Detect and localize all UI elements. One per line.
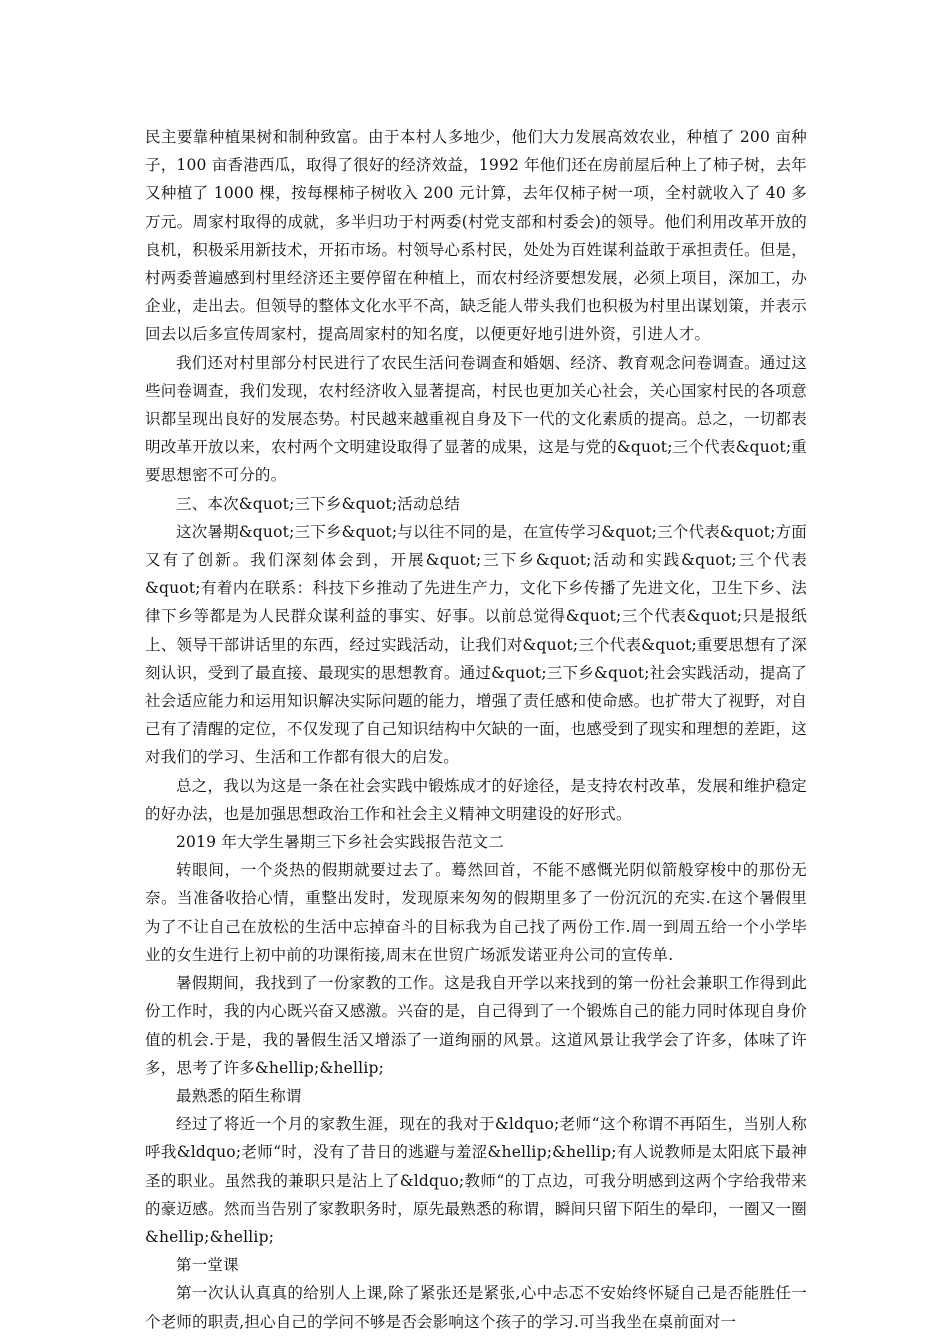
body-paragraph-3: 这次暑期&quot;三下乡&quot;与以往不同的是，在宣传学习&quot;三个代表&quot;方面又有了创新。我们深刻体会到，开展&quot;三下乡&quot;活动和实践&quot;三个代表&quot;有着内在联系：科技下乡推动了先进生产力，文化下乡传播了先进文化，卫生下乡、法律下乡等都是为人民群众谋利益的事实、好事。以前总觉得&quot;三个代表&quot;只是报纸上、领导干部讲话里的东西，经过实践活动，让我们对&quot;三个代表&quot;重要思想有了深刻认识，受到了最直接、最现实的思想教育。通过&quot;三下乡&quot;社会实践活动，提高了社会适应能力和运用知识解决实际问题的能力，增强了责任感和使命感。也扩带大了视野，对自己有了清醒的定位，不仅发现了自己知识结构中欠缺的一面，也感受到了现实和理想的差距，这对我们的学习、生活和工作都有很大的启发。: [145, 522, 807, 767]
section-heading-summary: 三、本次&quot;三下乡&quot;活动总结: [176, 494, 461, 513]
body-paragraph-6: 暑假期间，我找到了一份家教的工作。这是我自开学以来找到的第一份社会兼职工作得到此份工作时，我的内心既兴奋又感激。兴奋的是，自己得到了一个锻炼自己的能力同时体现自身价值的机会.于是，我的暑假生活又增添了一道绚丽的风景。这道风景让我学会了许多，体味了许多，思考了许多&hellip;&hellip;: [145, 974, 807, 1077]
body-paragraph-1: 民主要靠种植果树和制种致富。由于本村人多地少，他们大力发展高效农业，种植了 200 亩种子，100 亩香港西瓜，取得了很好的经济效益，1992 年他们还在房前屋后种上了柿子树，去年又种植了 1000 棵，按每棵柿子树收入 200 元计算，去年仅柿子树一项，全村就收入了 40 多万元。周家村取得的成就，多半归功于村两委(村党支部和村委会)的领导。他们利用改革开放的良机，积极采用新技术，开拓市场。村领导心系村民，处处为百姓谋利益敢于承担责任。但是，村两委普遍感到村里经济还主要停留在种植上，而农村经济要想发展，必须上项目，深加工，办企业，走出去。但领导的整体文化水平不高，缺乏能人带头我们也积极为村里出谋划策，并表示回去以后多宣传周家村，提高周家村的知名度，以便更好地引进外资，引进人才。: [145, 128, 807, 344]
body-paragraph-4: 总之，我以为这是一条在社会实践中锻炼成才的好途径，是支持农村改革，发展和维护稳定的好办法，也是加强思想政治工作和社会主义精神文明建设的好形式。: [145, 776, 807, 823]
body-paragraph-2: 我们还对村里部分村民进行了农民生活问卷调查和婚姻、经济、教育观念问卷调查。通过这些问卷调查，我们发现，农村经济收入显著提高，村民也更加关心社会，关心国家村民的各项意识都呈现出良好的发展态势。村民越来越重视自身及下一代的文化素质的提高。总之，一切都表明改革开放以来，农村两个文明建设取得了显著的成果，这是与党的&quot;三个代表&quot;重要思想密不可分的。: [145, 353, 807, 485]
body-paragraph-7: 经过了将近一个月的家教生涯，现在的我对于&ldquo;老师“这个称谓不再陌生，当别人称呼我&ldquo;老师“时，没有了昔日的逃避与羞涩&hellip;&hellip;有人说教师是太阳底下最神圣的职业。虽然我的兼职只是沾上了&ldquo;教师“的丁点边，可我分明感到这两个字给我带来的豪迈感。然而当告别了家教职务时，原先最熟悉的称谓，瞬间只留下陌生的晕印，一圈又一圈&hellip;&hellip;: [145, 1115, 807, 1246]
document-body: [145, 123, 807, 1336]
body-paragraph-8: 第一次认认真真的给别人上课,除了紧张还是紧张,心中忐忑不安始终怀疑自己是否能胜任一个老师的职责,担心自己的学问不够是否会影响这个孩子的学习.可当我坐在桌前面对一: [145, 1284, 807, 1331]
article-title-two: 2019 年大学生暑期三下乡社会实践报告范文二: [176, 833, 504, 852]
subheading-first-class: 第一堂课: [176, 1256, 239, 1275]
body-paragraph-5: 转眼间，一个炎热的假期就要过去了。蓦然回首，不能不感慨光阴似箭般穿梭中的那份无奈。当准备收拾心情，重整出发时，发现原来匆匆的假期里多了一份沉沉的充实.在这个暑假里为了不让自己在放松的生活中忘掉奋斗的目标我为自己找了两份工作.周一到周五给一个小学毕业的女生进行上初中前的功课衔接,周末在世贸广场派发诺亚舟公司的宣传单.: [145, 861, 807, 964]
subheading-familiar-title: 最熟悉的陌生称谓: [176, 1086, 302, 1105]
